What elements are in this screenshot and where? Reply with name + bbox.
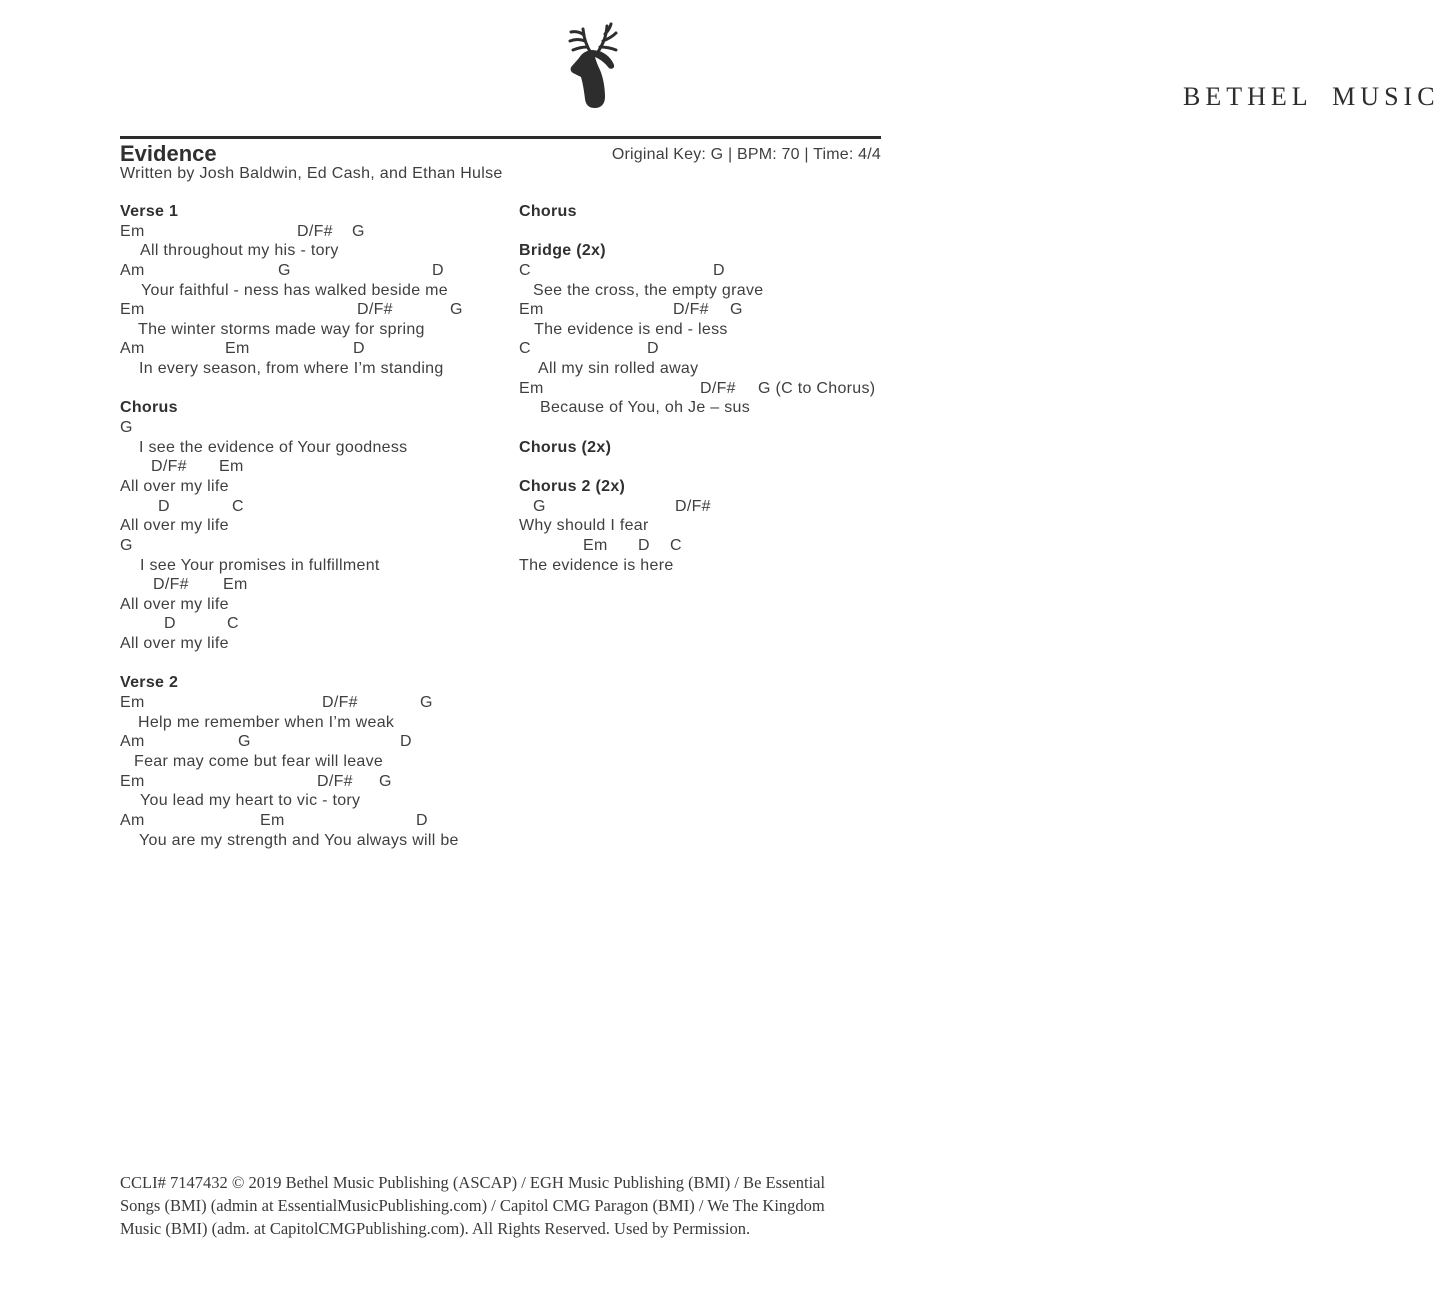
footer-line: Music (BMI) (adm. at CapitolCMGPublishing.com). All Rights Reserved. Used by Permission.: [120, 1219, 751, 1239]
chord: D: [164, 615, 176, 633]
footer-line: Songs (BMI) (admin at EssentialMusicPublishing.com) / Capitol CMG Paragon (BMI) / We The Kingdom: [120, 1196, 825, 1216]
chord: D: [432, 261, 444, 279]
chord: G (C to Chorus): [758, 379, 876, 397]
chord: G: [730, 301, 743, 319]
song-section: [519, 477, 904, 575]
chord: D/F#: [700, 379, 736, 397]
chord: Em: [519, 379, 544, 397]
lyric-text: The evidence is end - less: [534, 320, 728, 338]
chord: G: [450, 301, 463, 319]
lyric-line: [120, 359, 520, 379]
song-section: [120, 673, 520, 850]
chord: D/F#: [151, 458, 187, 476]
chord-line: [120, 222, 520, 242]
section-heading: Verse 1: [120, 203, 179, 220]
chord-line: [120, 693, 520, 713]
lyric-line: [120, 241, 520, 261]
chord-line: [120, 339, 520, 359]
lyric-line: [120, 556, 520, 576]
lyric-text: All throughout my his - tory: [140, 242, 339, 260]
header-divider: [120, 136, 881, 139]
chord: Am: [120, 733, 145, 751]
logo-wordmark: BETHEL MUSIC: [1183, 82, 1440, 111]
lyric-text: Your faithful - ness has walked beside me: [141, 281, 448, 299]
chord: Em: [219, 458, 244, 476]
chord: Em: [519, 301, 544, 319]
chord: D: [647, 340, 659, 358]
chord: Em: [120, 301, 145, 319]
lyric-text: You lead my heart to vic - tory: [140, 792, 361, 810]
lyric-line: [120, 320, 520, 340]
section-heading: Chorus: [519, 203, 577, 220]
deer-head-icon: [562, 22, 620, 108]
chord: Em: [120, 222, 145, 240]
lyric-line: [120, 752, 520, 772]
chord: D/F#: [322, 694, 358, 712]
chord-line: [120, 772, 520, 792]
song-section: [120, 202, 520, 379]
song-section: [519, 202, 904, 222]
chord: G: [420, 694, 433, 712]
chord-line: [120, 300, 520, 320]
lyric-text: The winter storms made way for spring: [138, 320, 425, 338]
chord: G: [352, 222, 365, 240]
chord: Em: [223, 576, 248, 594]
lyric-text: See the cross, the empty grave: [533, 281, 764, 299]
lyric-line: [120, 595, 520, 615]
section-heading: Verse 2: [120, 674, 179, 692]
chord: D: [158, 497, 170, 515]
lyric-text: Fear may come but fear will leave: [134, 752, 384, 770]
chord: D: [353, 340, 365, 358]
chord: Em: [120, 694, 145, 712]
chord: G: [379, 772, 392, 790]
chord: C: [670, 536, 682, 554]
chord: D/F#: [673, 301, 709, 319]
footer-line: CCLI# 7147432 © 2019 Bethel Music Publishing (ASCAP) / EGH Music Publishing (BMI) / Be Essential: [120, 1173, 826, 1192]
chord: Am: [120, 261, 145, 279]
chord: C: [519, 261, 531, 279]
section-heading: Bridge (2x): [519, 242, 606, 260]
section-heading: Chorus: [120, 399, 178, 417]
lyric-text: The evidence is here: [519, 556, 674, 574]
chart-column-right: [519, 202, 904, 595]
lyric-text: Why should I fear: [519, 517, 649, 535]
lyric-text: Because of You, oh Je – sus: [540, 399, 751, 417]
chord: D/F#: [357, 301, 393, 319]
chord-line: [120, 457, 520, 477]
chord-line: [120, 811, 520, 831]
song-writers: Written by Josh Baldwin, Ed Cash, and Ethan Hulse: [120, 165, 503, 182]
lyric-line: [120, 634, 520, 654]
chord: D: [713, 261, 725, 279]
lyric-line: [519, 556, 904, 576]
song-title: Evidence: [120, 141, 217, 166]
chord: D: [416, 811, 428, 829]
lyric-text: All my sin rolled away: [538, 360, 699, 378]
lyric-text: You are my strength and You always will be: [139, 831, 459, 849]
chord-line: [519, 339, 904, 359]
lyric-text: I see Your promises in fulfillment: [140, 556, 380, 574]
lyric-text: All over my life: [120, 635, 229, 653]
lyric-line: [519, 516, 904, 536]
chord-line: [120, 497, 520, 517]
chord: C: [232, 497, 244, 515]
lyric-line: [519, 281, 904, 301]
chord: G: [120, 419, 133, 437]
lyric-line: [519, 398, 904, 418]
copyright-footer: [120, 1171, 910, 1241]
chord: C: [227, 615, 239, 633]
song-key-bpm-time: Original Key: G | BPM: 70 | Time: 4/4: [611, 146, 881, 163]
bethel-music-logo: [562, 22, 1440, 113]
chord: D/F#: [675, 497, 711, 515]
chord: Em: [260, 811, 285, 829]
chord: Em: [225, 340, 250, 358]
chord: Em: [120, 772, 145, 790]
lyric-line: [120, 438, 520, 458]
song-section: [519, 241, 904, 418]
lyric-line: [120, 831, 520, 851]
lyric-line: [120, 281, 520, 301]
lyric-line: [120, 713, 520, 733]
chord-line: [120, 261, 520, 281]
chord: Em: [583, 536, 608, 554]
chord: C: [519, 340, 531, 358]
lyric-text: All over my life: [120, 517, 229, 535]
chord: D: [400, 733, 412, 751]
chord: D/F#: [317, 772, 353, 790]
lyric-line: [120, 477, 520, 497]
chord: G: [120, 536, 133, 554]
song-section: [120, 398, 520, 653]
chord: D: [638, 536, 650, 554]
lyric-line: [120, 791, 520, 811]
lyric-text: All over my life: [120, 477, 229, 495]
chord: G: [278, 261, 291, 279]
chord-line: [519, 261, 904, 281]
lyric-line: [120, 516, 520, 536]
chord-line: [120, 575, 520, 595]
lyric-text: In every season, from where I’m standing: [139, 360, 444, 378]
lyric-line: [519, 359, 904, 379]
lyric-text: All over my life: [120, 595, 229, 613]
chord: D/F#: [297, 222, 333, 240]
chord-line: [120, 418, 520, 438]
chord: D/F#: [153, 576, 189, 594]
chord: Am: [120, 340, 145, 358]
chord-line: [519, 536, 904, 556]
chart-column-left: [120, 202, 520, 870]
chord: Am: [120, 811, 145, 829]
lyric-text: Help me remember when I’m weak: [138, 713, 395, 731]
chord-line: [519, 300, 904, 320]
chord: G: [533, 497, 546, 515]
song-section: [519, 438, 904, 458]
chord-line: [120, 536, 520, 556]
chord-line: [519, 497, 904, 517]
section-heading: Chorus 2 (2x): [519, 477, 626, 495]
chord-line: [519, 379, 904, 399]
lyric-text: I see the evidence of Your goodness: [139, 438, 408, 456]
section-heading: Chorus (2x): [519, 438, 612, 456]
chord-line: [120, 732, 520, 752]
lyric-line: [519, 320, 904, 340]
chord-line: [120, 614, 520, 634]
chord: G: [238, 733, 251, 751]
